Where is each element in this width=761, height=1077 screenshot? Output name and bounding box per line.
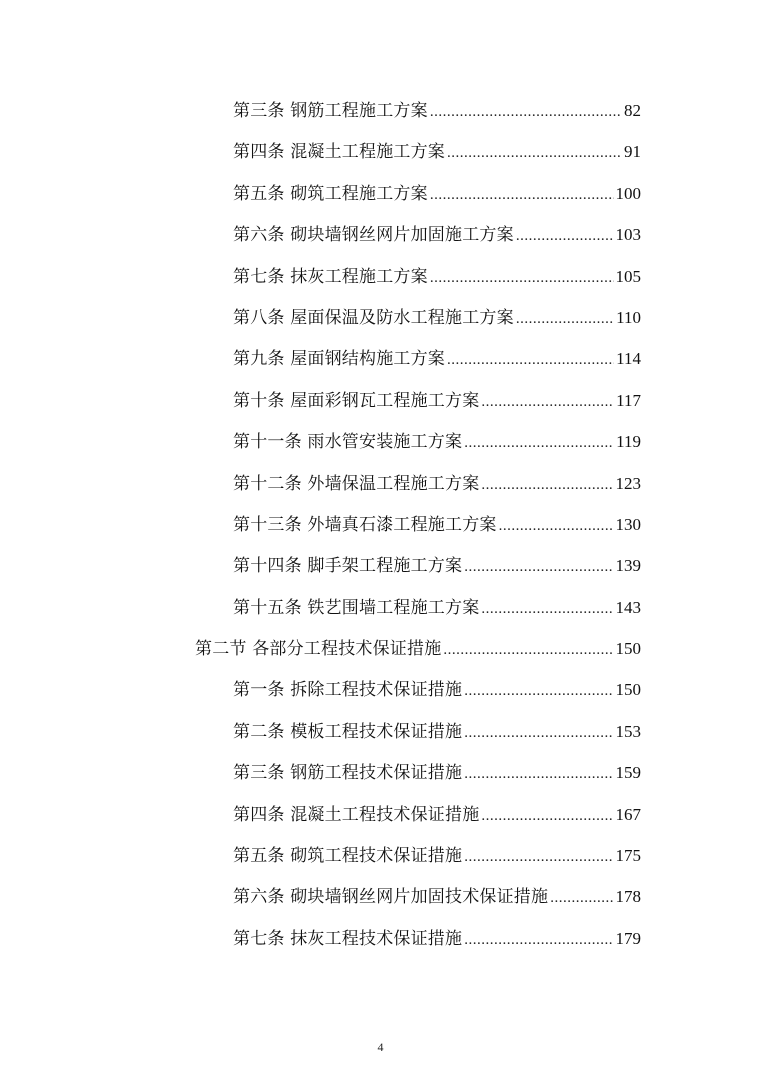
toc-entry-title: 第三条 钢筋工程技术保证措施: [233, 763, 463, 784]
toc-entry[interactable]: [233, 214, 641, 255]
toc-entry[interactable]: [233, 587, 641, 628]
toc-entry[interactable]: [233, 876, 641, 917]
toc-entry-title: 第七条 抹灰工程技术保证措施: [233, 928, 463, 949]
toc-entry-page: 175: [615, 846, 641, 866]
toc-section-entry[interactable]: [195, 628, 641, 669]
toc-entry[interactable]: [233, 463, 641, 504]
toc-entry[interactable]: [233, 90, 641, 131]
table-of-contents: [0, 90, 761, 959]
toc-entry-page: 100: [615, 183, 641, 203]
toc-entry-page: 103: [615, 225, 641, 245]
toc-entry-page: 159: [615, 763, 641, 783]
toc-leader-dots: [464, 754, 613, 795]
toc-entry-title: 第四条 混凝土工程施工方案: [233, 142, 446, 163]
toc-leader-dots: [481, 796, 613, 837]
toc-entry-page: 179: [615, 928, 641, 948]
toc-leader-dots: [464, 713, 613, 754]
toc-entry-title: 第七条 抹灰工程施工方案: [233, 266, 428, 287]
toc-entry-page: 82: [624, 101, 641, 120]
toc-leader-dots: [447, 340, 614, 381]
toc-entry-page: 139: [615, 556, 641, 576]
toc-entry-title: 第十二条 外墙保温工程施工方案: [233, 473, 480, 494]
toc-entry-title: 第二节 各部分工程技术保证措施: [195, 639, 442, 660]
toc-leader-dots: [443, 630, 613, 671]
toc-entry[interactable]: [233, 752, 641, 793]
toc-leader-dots: [481, 382, 614, 423]
toc-entry-title: 第八条 屋面保温及防水工程施工方案: [233, 307, 514, 328]
toc-leader-dots: [481, 589, 613, 630]
toc-entry-title: 第一条 拆除工程技术保证措施: [233, 680, 463, 701]
toc-entry-title: 第五条 砌筑工程技术保证措施: [233, 846, 463, 867]
toc-leader-dots: [430, 175, 614, 216]
toc-entry-page: 143: [615, 597, 641, 617]
toc-entry-page: 110: [616, 307, 641, 327]
toc-leader-dots: [464, 671, 613, 712]
toc-entry-title: 第九条 屋面钢结构施工方案: [233, 349, 446, 370]
toc-entry-page: 117: [616, 390, 641, 410]
toc-entry[interactable]: [233, 338, 641, 379]
toc-leader-dots: [430, 258, 614, 299]
toc-entry-title: 第十条 屋面彩钢瓦工程施工方案: [233, 390, 480, 411]
toc-leader-dots: [447, 133, 622, 174]
toc-entry[interactable]: [233, 421, 641, 462]
toc-entry-page: 153: [615, 721, 641, 741]
toc-entry-page: 150: [615, 680, 641, 700]
toc-entry-title: 第二条 模板工程技术保证措施: [233, 721, 463, 742]
toc-entry[interactable]: [233, 835, 641, 876]
toc-leader-dots: [464, 920, 613, 961]
toc-entry-page: 178: [615, 887, 641, 907]
toc-entry-page: 105: [615, 266, 641, 286]
toc-entry-title: 第六条 砌块墙钢丝网片加固技术保证措施: [233, 887, 549, 908]
toc-entry-title: 第十四条 脚手架工程施工方案: [233, 556, 463, 577]
toc-entry-page: 150: [615, 639, 641, 659]
toc-entry[interactable]: [233, 256, 641, 297]
toc-entry-title: 第十五条 铁艺围墙工程施工方案: [233, 597, 480, 618]
toc-entry-title: 第十三条 外墙真石漆工程施工方案: [233, 514, 497, 535]
toc-leader-dots: [481, 465, 613, 506]
toc-entry-page: 114: [616, 349, 641, 369]
toc-entry-page: 130: [615, 514, 641, 534]
toc-entry[interactable]: [233, 131, 641, 172]
toc-entry[interactable]: [233, 504, 641, 545]
toc-entry[interactable]: [233, 380, 641, 421]
toc-entry-title: 第十一条 雨水管安装施工方案: [233, 432, 463, 453]
toc-entry[interactable]: [233, 711, 641, 752]
toc-leader-dots: [516, 216, 614, 257]
toc-leader-dots: [464, 423, 614, 464]
page-number: 4: [377, 1040, 384, 1054]
toc-leader-dots: [550, 878, 613, 919]
toc-entry-page: 167: [615, 804, 641, 824]
toc-entry-title: 第四条 混凝土工程技术保证措施: [233, 804, 480, 825]
toc-entry[interactable]: [233, 918, 641, 959]
toc-leader-dots: [464, 837, 613, 878]
toc-entry[interactable]: [233, 545, 641, 586]
toc-entry-title: 第三条 钢筋工程施工方案: [233, 101, 428, 121]
toc-entry[interactable]: [233, 297, 641, 338]
toc-entry[interactable]: [233, 669, 641, 710]
toc-leader-dots: [464, 547, 613, 588]
toc-entry[interactable]: [233, 173, 641, 214]
toc-leader-dots: [499, 506, 614, 547]
toc-leader-dots: [516, 299, 614, 340]
toc-entry-page: 91: [624, 142, 641, 162]
toc-entry-page: 123: [615, 473, 641, 493]
toc-entry-page: 119: [616, 432, 641, 452]
toc-entry-title: 第五条 砌筑工程施工方案: [233, 183, 428, 204]
toc-entry-title: 第六条 砌块墙钢丝网片加固施工方案: [233, 225, 514, 246]
toc-entry[interactable]: [233, 794, 641, 835]
toc-leader-dots: [430, 92, 622, 133]
